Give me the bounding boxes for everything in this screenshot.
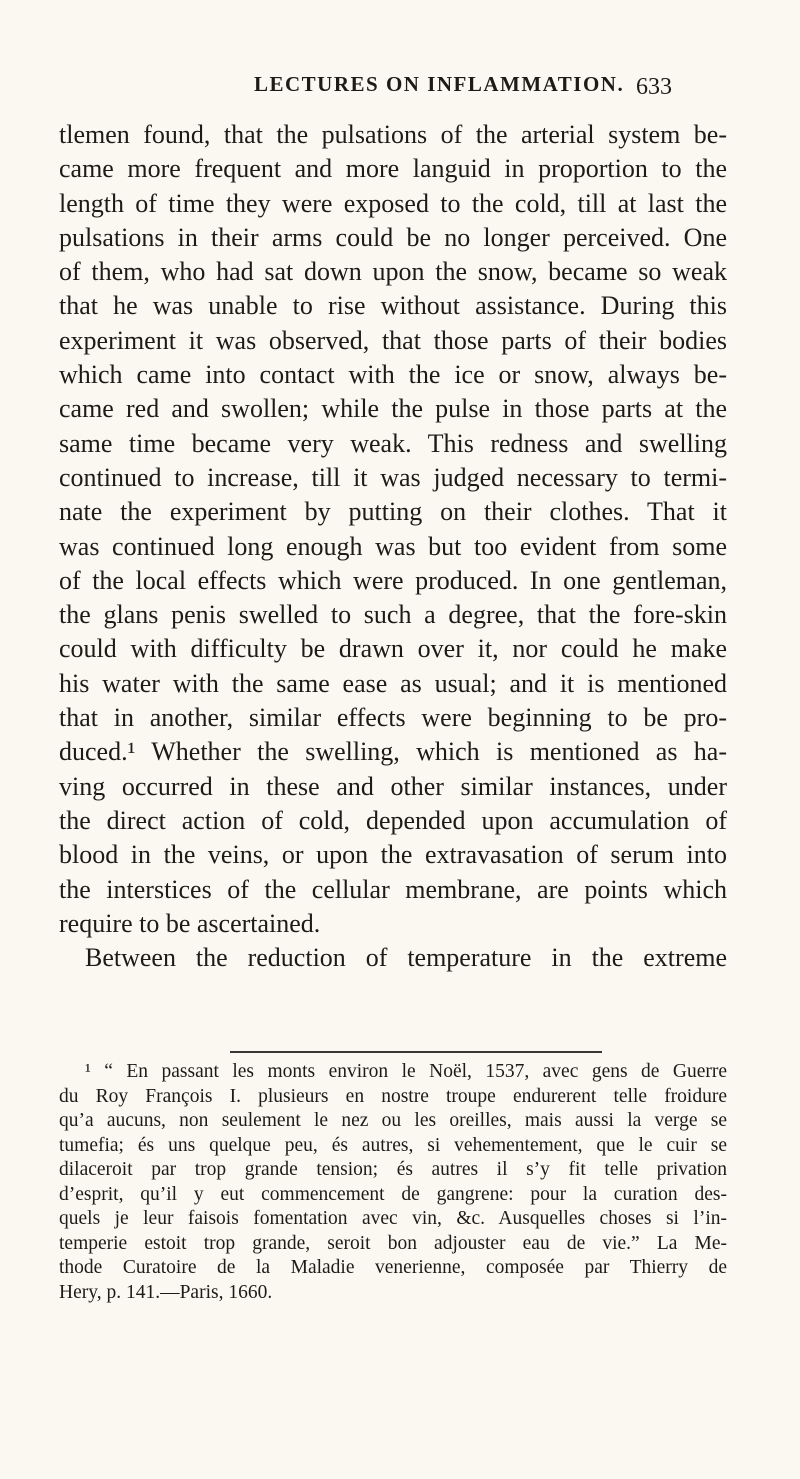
footnote-divider xyxy=(230,1051,602,1053)
page-number: 633 xyxy=(636,74,672,100)
footnote-line: thode Curatoire de la Maladie venerienne, composée par Thierry de xyxy=(59,1257,727,1278)
footnote xyxy=(59,1060,727,1305)
body-line: of them, who had sat down upon the snow, became so weak xyxy=(59,257,727,287)
running-head xyxy=(0,64,800,104)
body-line: Between the reduction of temperature in the extreme xyxy=(85,943,727,973)
running-title: LECTURES ON INFLAMMATION. xyxy=(254,72,625,96)
footnote-line: quels je leur faisois fomentation avec vin, &c. Ausquelles choses si l’in- xyxy=(59,1208,727,1229)
footnote-line: temperie estoit trop grande, seroit bon adjouster eau de vie.” La Me- xyxy=(59,1232,727,1254)
body-line: could with difficulty be drawn over it, nor could he make xyxy=(59,634,727,664)
body-line: nate the experiment by putting on their clothes. That it xyxy=(59,497,727,527)
body-line: the glans penis swelled to such a degree, that the fore-skin xyxy=(59,600,727,630)
body-line: the interstices of the cellular membrane, are points which xyxy=(59,874,727,904)
body-line: ving occurred in these and other similar instances, under xyxy=(59,771,727,801)
body-line: the direct action of cold, depended upon accumulation of xyxy=(59,805,727,835)
body-line: his water with the same ease as usual; and it is mentioned xyxy=(59,668,727,698)
body-line: came more frequent and more languid in proportion to the xyxy=(59,154,727,184)
body-line: which came into contact with the ice or snow, always be- xyxy=(59,360,727,390)
body-line: same time became very weak. This redness and swelling xyxy=(59,428,727,458)
body-line: of the local effects which were produced. In one gentleman, xyxy=(59,565,727,595)
footnote-line: qu’a aucuns, non seulement le nez ou les oreilles, mais aussi la verge se xyxy=(59,1110,727,1131)
body-line: came red and swollen; while the pulse in those parts at the xyxy=(59,394,727,424)
footnote-line: du Roy François I. plusieurs en nostre troupe endurerent telle froidure xyxy=(59,1085,727,1107)
footnote-line: tumefia; és uns quelque peu, és autres, si vehementement, que le cuir se xyxy=(59,1134,727,1156)
body-line: was continued long enough was but too evident from some xyxy=(59,531,727,561)
body-line: that in another, similar effects were beginning to be pro- xyxy=(59,703,727,733)
body-line: blood in the veins, or upon the extravasation of serum into xyxy=(59,840,727,870)
body-text xyxy=(59,118,727,975)
footnote-line: ¹ “ En passant les monts environ le Noël, 1537, avec gens de Guerre xyxy=(85,1061,727,1082)
body-line: that he was unable to rise without assistance. During this xyxy=(59,291,727,321)
footnote-line: dilaceroit par trop grande tension; és autres il s’y fit telle privation xyxy=(59,1159,727,1180)
body-line: continued to increase, till it was judged necessary to termi- xyxy=(59,462,727,492)
body-line: experiment it was observed, that those parts of their bodies xyxy=(59,325,727,355)
body-line: tlemen found, that the pulsations of the arterial system be- xyxy=(59,120,727,149)
body-line: length of time they were exposed to the cold, till at last the xyxy=(59,188,727,218)
footnote-line: d’esprit, qu’il y eut commencement de gangrene: pour la curation des- xyxy=(59,1183,727,1205)
footnote-line: Hery, p. 141.—Paris, 1660. xyxy=(59,1281,273,1303)
body-line: pulsations in their arms could be no longer perceived. One xyxy=(59,222,727,252)
body-line: duced.¹ Whether the swelling, which is mentioned as ha- xyxy=(59,737,727,767)
body-line: require to be ascertained. xyxy=(59,908,321,938)
